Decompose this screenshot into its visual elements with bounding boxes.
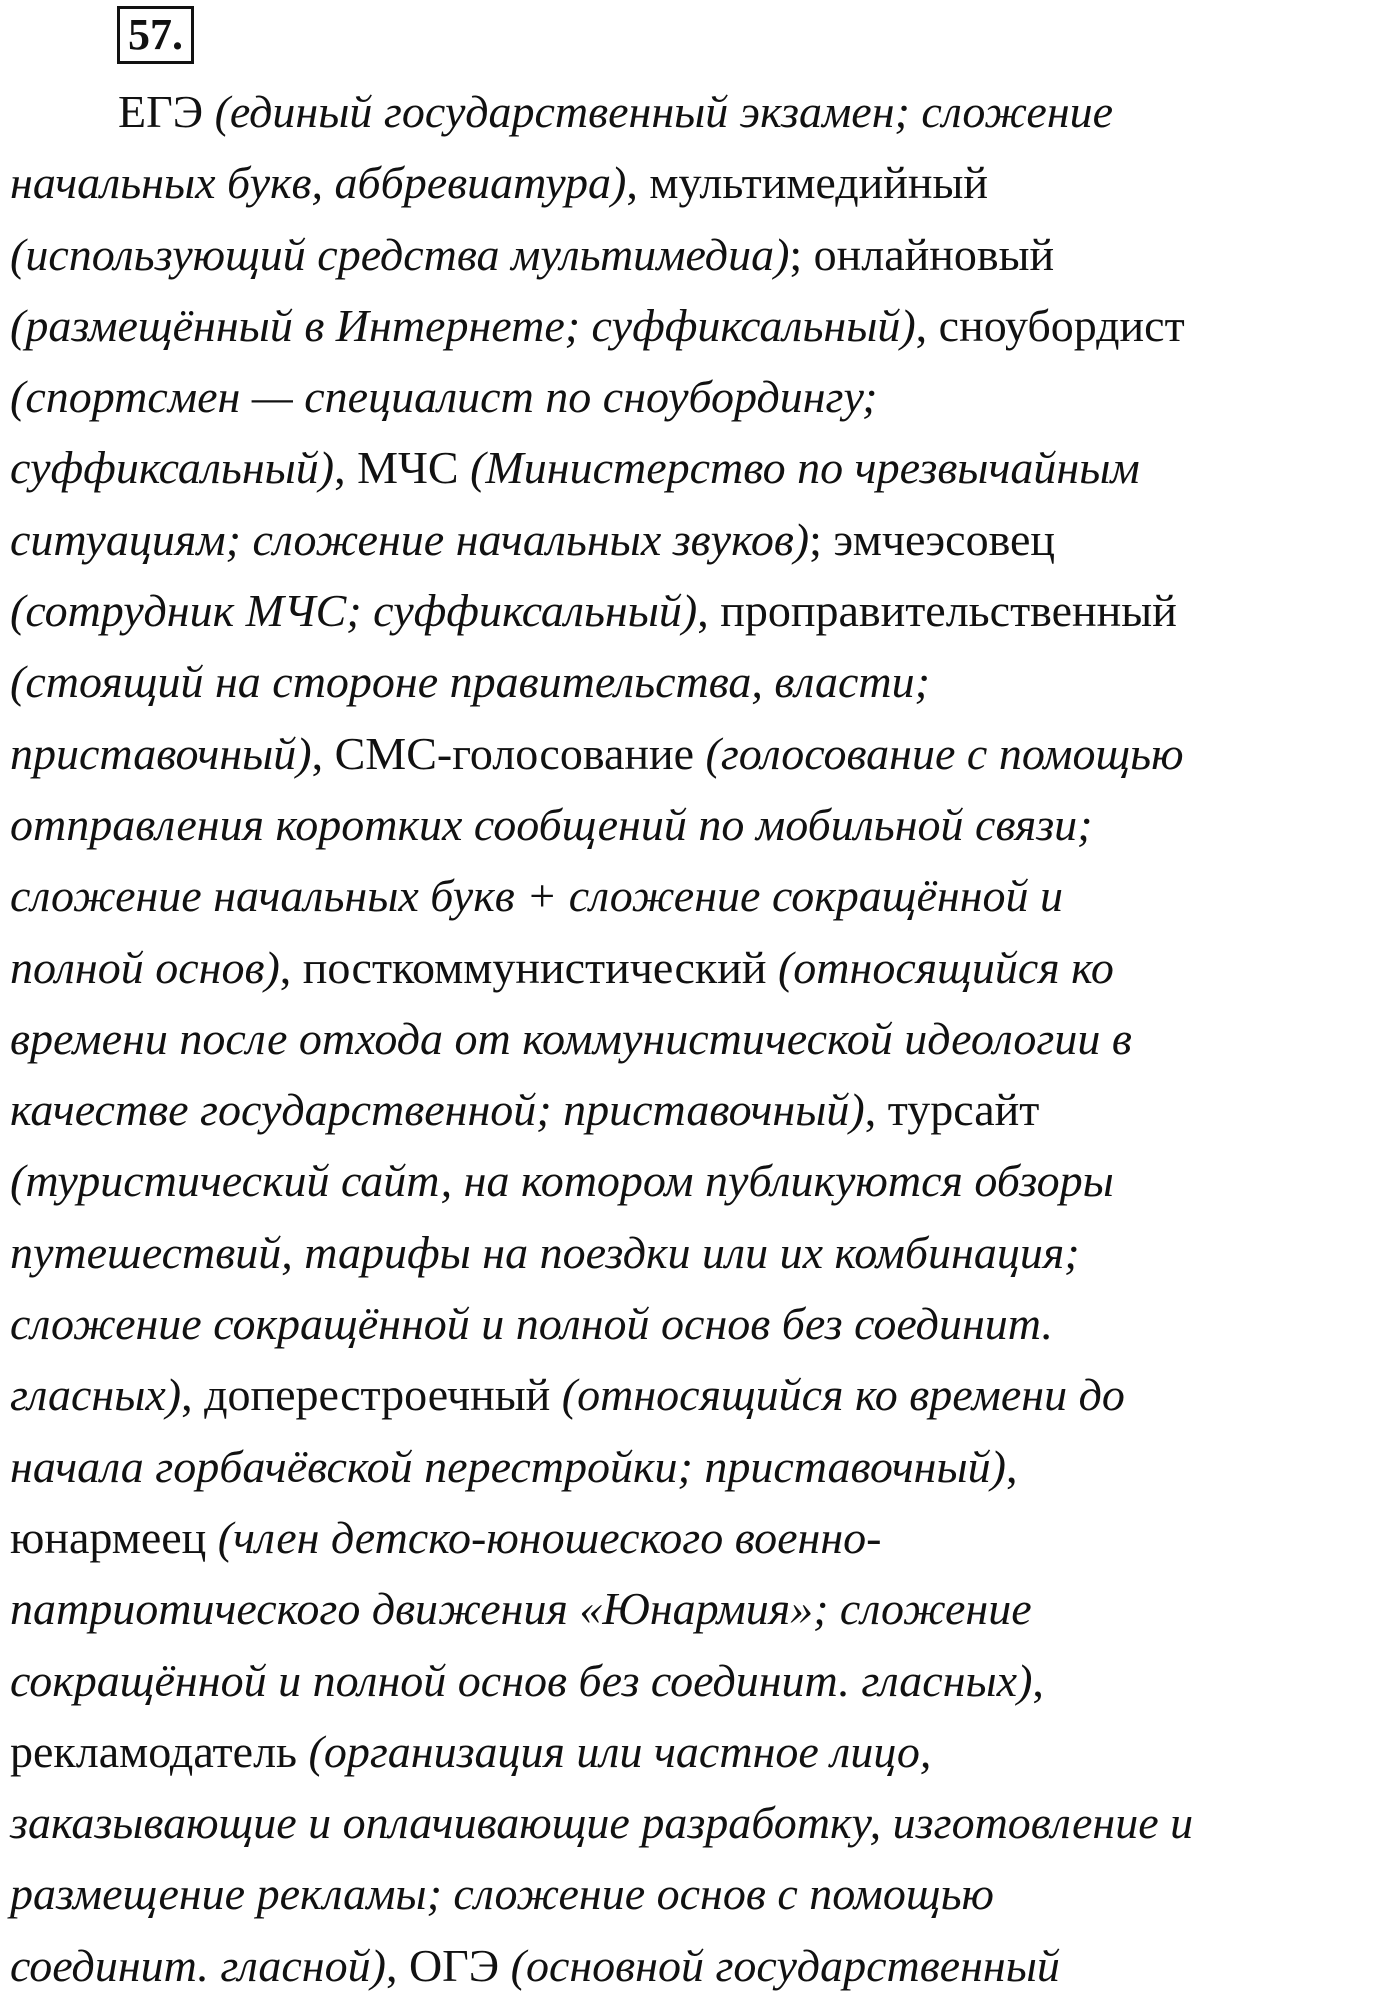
text-line [10, 361, 1395, 432]
italic-explanation: отправления коротких сообщений по мобильной связи; [10, 798, 1093, 850]
italic-explanation: качестве государственной; приставочный) [10, 1084, 865, 1136]
text-line [10, 1787, 1395, 1858]
italic-explanation: патриотического движения «Юнармия»; сложение [10, 1583, 1032, 1635]
italic-explanation: заказывающие и оплачивающие разработку, изготовление и [10, 1797, 1194, 1849]
italic-explanation: (использующий средства мультимедиа) [10, 228, 790, 280]
italic-explanation: полной основ) [10, 941, 280, 993]
italic-explanation: времени после отхода от коммунистической идеологии в [10, 1012, 1132, 1064]
word-term: ; эмчеэсовец [809, 513, 1056, 565]
word-term: , СМС-голосование [311, 727, 706, 779]
text-line [10, 789, 1395, 860]
text-line [10, 1431, 1395, 1502]
italic-explanation: (Министерство по чрезвычайным [470, 442, 1140, 494]
word-term: , ОГЭ [385, 1939, 511, 1991]
text-line [10, 1573, 1395, 1644]
italic-explanation: ситуациям; сложение начальных звуков) [10, 513, 810, 565]
text-line [10, 1074, 1395, 1145]
text-line [10, 1716, 1395, 1787]
italic-explanation: суффиксальный) [10, 442, 335, 494]
italic-explanation: (единый государственный экзамен; сложение [214, 86, 1114, 137]
italic-explanation: (стоящий на стороне правительства, власти; [10, 656, 930, 708]
italic-explanation: размещение рекламы; сложение основ с помощью [10, 1868, 994, 1920]
word-term: ЕГЭ [118, 86, 215, 137]
word-term: , сноубордист [915, 299, 1185, 351]
text-line [10, 147, 1395, 218]
italic-explanation: гласных) [10, 1369, 182, 1421]
word-term: , МЧС [334, 442, 471, 494]
text-line [10, 1930, 1395, 2001]
text-line [10, 1502, 1395, 1573]
word-term: , мультимедийный [626, 157, 989, 209]
text-line [10, 1145, 1395, 1216]
italic-explanation: (относящийся ко времени до [561, 1369, 1125, 1421]
italic-explanation: сложение начальных букв + сложение сокращённой и [10, 870, 1064, 922]
italic-explanation: (размещённый в Интернете; суффиксальный) [10, 299, 916, 351]
italic-explanation: сокращённой и полной основ без соединит. гласных) [10, 1654, 1033, 1706]
text-line [10, 1003, 1395, 1074]
text-line [10, 932, 1395, 1003]
italic-explanation: (сотрудник МЧС; суффиксальный) [10, 585, 698, 637]
text-line [10, 219, 1395, 290]
italic-explanation: путешествий, тарифы на поездки или их комбинация; [10, 1226, 1080, 1278]
italic-explanation: начальных букв, аббревиатура) [10, 157, 627, 209]
text-line [10, 432, 1395, 503]
text-line [10, 575, 1395, 646]
text-line [10, 1359, 1395, 1430]
word-term: ; онлайновый [789, 228, 1055, 280]
text-line [10, 76, 1395, 147]
text-line [10, 504, 1395, 575]
text-line [10, 1217, 1395, 1288]
word-term: , доперестроечный [181, 1369, 562, 1421]
italic-explanation: начала горбачёвской перестройки; приставочный) [10, 1440, 1006, 1492]
word-term: рекламодатель [10, 1725, 309, 1777]
text-line [10, 1858, 1395, 1929]
italic-explanation: (организация или частное лицо, [308, 1725, 932, 1777]
text-line [10, 646, 1395, 717]
italic-explanation: соединит. гласной) [10, 1939, 386, 1991]
text-line [10, 860, 1395, 931]
italic-explanation: приставочный) [10, 727, 312, 779]
italic-explanation: (относящийся ко [777, 941, 1114, 993]
word-term: , проправительственный [697, 585, 1177, 637]
italic-explanation: (основной государственный [510, 1939, 1060, 1991]
answer-text [10, 76, 1395, 2001]
word-term: , [1032, 1654, 1044, 1706]
text-line [10, 290, 1395, 361]
italic-explanation: сложение сокращённой и полной основ без соединит. [10, 1298, 1054, 1350]
text-line [10, 1288, 1395, 1359]
task-number: 57. [117, 6, 194, 64]
italic-explanation: (член детско-юношеского военно- [217, 1511, 882, 1563]
italic-explanation: (туристический сайт, на котором публикуются обзоры [10, 1155, 1114, 1207]
word-term: , [1005, 1440, 1018, 1492]
text-line [10, 1645, 1395, 1716]
italic-explanation: (голосование с помощью [705, 727, 1184, 779]
text-line [10, 718, 1395, 789]
word-term: , посткоммунистический [279, 941, 778, 993]
italic-explanation: (спортсмен — специалист по сноубордингу; [10, 371, 878, 423]
word-term: , турсайт [864, 1084, 1040, 1136]
word-term: юнармеец [10, 1511, 218, 1563]
